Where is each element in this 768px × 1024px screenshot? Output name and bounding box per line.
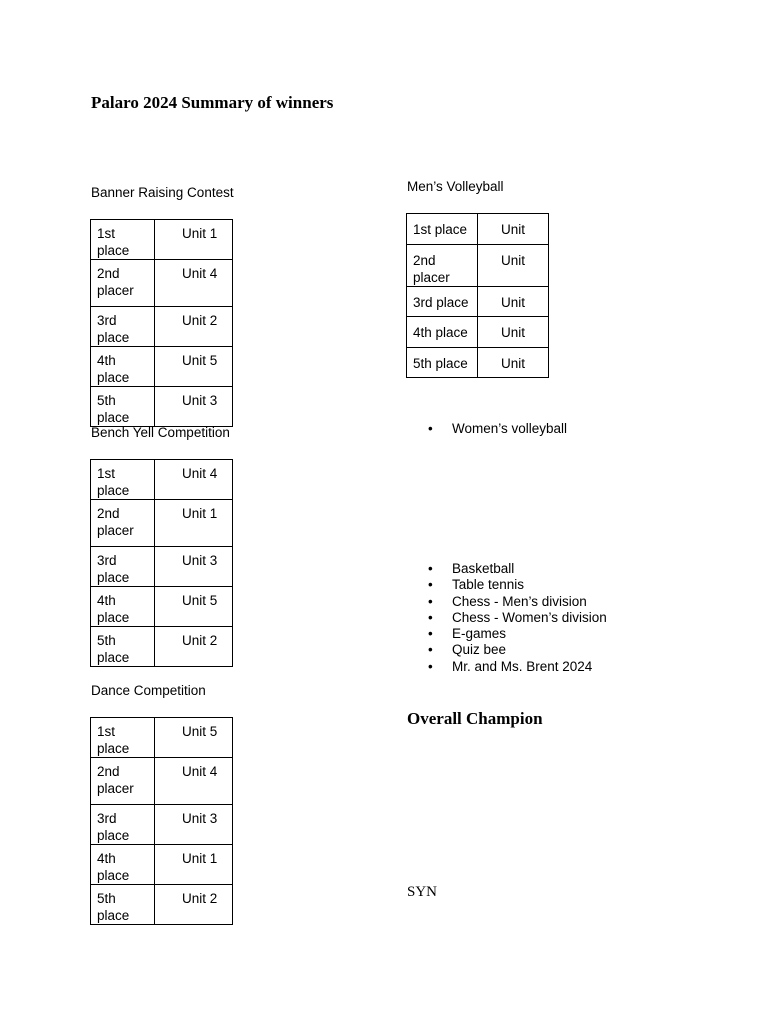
table-row [91,587,233,627]
table-row [91,845,233,885]
place-cell: 1st place [91,460,155,500]
place-cell: 5th place [91,627,155,667]
list-item: • Chess - Men’s division [407,594,607,610]
other-events-list [407,561,607,675]
place-cell: 4th place [407,317,478,348]
table-row [91,347,233,387]
list-item: • Mr. and Ms. Brent 2024 [407,659,607,675]
table-row [91,758,233,805]
place-cell: 1st place [91,220,155,260]
unit-cell: Unit [478,244,549,286]
table-row [91,307,233,347]
table-row [407,286,549,317]
place-cell: 3rd place [91,307,155,347]
place-cell: 3rd place [91,547,155,587]
place-cell: 5th place [91,885,155,925]
unit-cell: Unit 5 [155,587,233,627]
place-cell: 1st place [407,214,478,245]
place-cell: 2nd placer [407,244,478,286]
table-row [91,805,233,845]
list-item: • Chess - Women’s division [407,610,607,626]
unit-cell: Unit [478,214,549,245]
bench-results-table [90,459,233,667]
dance-section-label: Dance Competition [91,683,206,698]
place-cell: 1st place [91,718,155,758]
unit-cell: Unit 5 [155,347,233,387]
overall-champion-value: SYN [407,884,438,900]
unit-cell: Unit 4 [155,460,233,500]
table-row [407,347,549,378]
unit-cell: Unit 2 [155,627,233,667]
place-cell: 5th place [407,347,478,378]
place-cell: 4th place [91,845,155,885]
place-cell: 2nd placer [91,500,155,547]
unit-cell: Unit 5 [155,718,233,758]
unit-cell: Unit 3 [155,387,233,427]
bench-section-label: Bench Yell Competition [91,425,230,440]
dance-results-table [90,717,233,925]
unit-cell: Unit 3 [155,547,233,587]
table-row [407,214,549,245]
place-cell: 4th place [91,587,155,627]
mens-volleyball-table [406,213,549,378]
unit-cell: Unit [478,286,549,317]
unit-cell: Unit 4 [155,260,233,307]
table-row [91,260,233,307]
place-cell: 3rd place [407,286,478,317]
table-row [91,500,233,547]
place-cell: 2nd placer [91,758,155,805]
list-item: • E-games [407,626,607,642]
table-row [91,220,233,260]
table-row [91,718,233,758]
place-cell: 4th place [91,347,155,387]
page-title: Palaro 2024 Summary of winners [91,93,334,112]
mens-volleyball-label: Men’s Volleyball [407,179,504,194]
list-item: • Women’s volleyball [407,421,567,437]
place-cell: 2nd placer [91,260,155,307]
unit-cell: Unit [478,347,549,378]
unit-cell: Unit 1 [155,500,233,547]
place-cell: 3rd place [91,805,155,845]
table-row [407,244,549,286]
list-item: • Basketball [407,561,607,577]
unit-cell: Unit 3 [155,805,233,845]
womens-volleyball-list [407,421,567,437]
unit-cell: Unit [478,317,549,348]
unit-cell: Unit 2 [155,885,233,925]
table-row [91,885,233,925]
unit-cell: Unit 2 [155,307,233,347]
place-cell: 5th place [91,387,155,427]
table-row [91,387,233,427]
unit-cell: Unit 1 [155,845,233,885]
unit-cell: Unit 4 [155,758,233,805]
list-item: • Quiz bee [407,642,607,658]
list-item: • Table tennis [407,577,607,593]
table-row [91,627,233,667]
table-row [407,317,549,348]
banner-section-label: Banner Raising Contest [91,185,234,200]
banner-results-table [90,219,233,427]
overall-champion-heading: Overall Champion [407,709,543,728]
table-row [91,547,233,587]
unit-cell: Unit 1 [155,220,233,260]
table-row [91,460,233,500]
